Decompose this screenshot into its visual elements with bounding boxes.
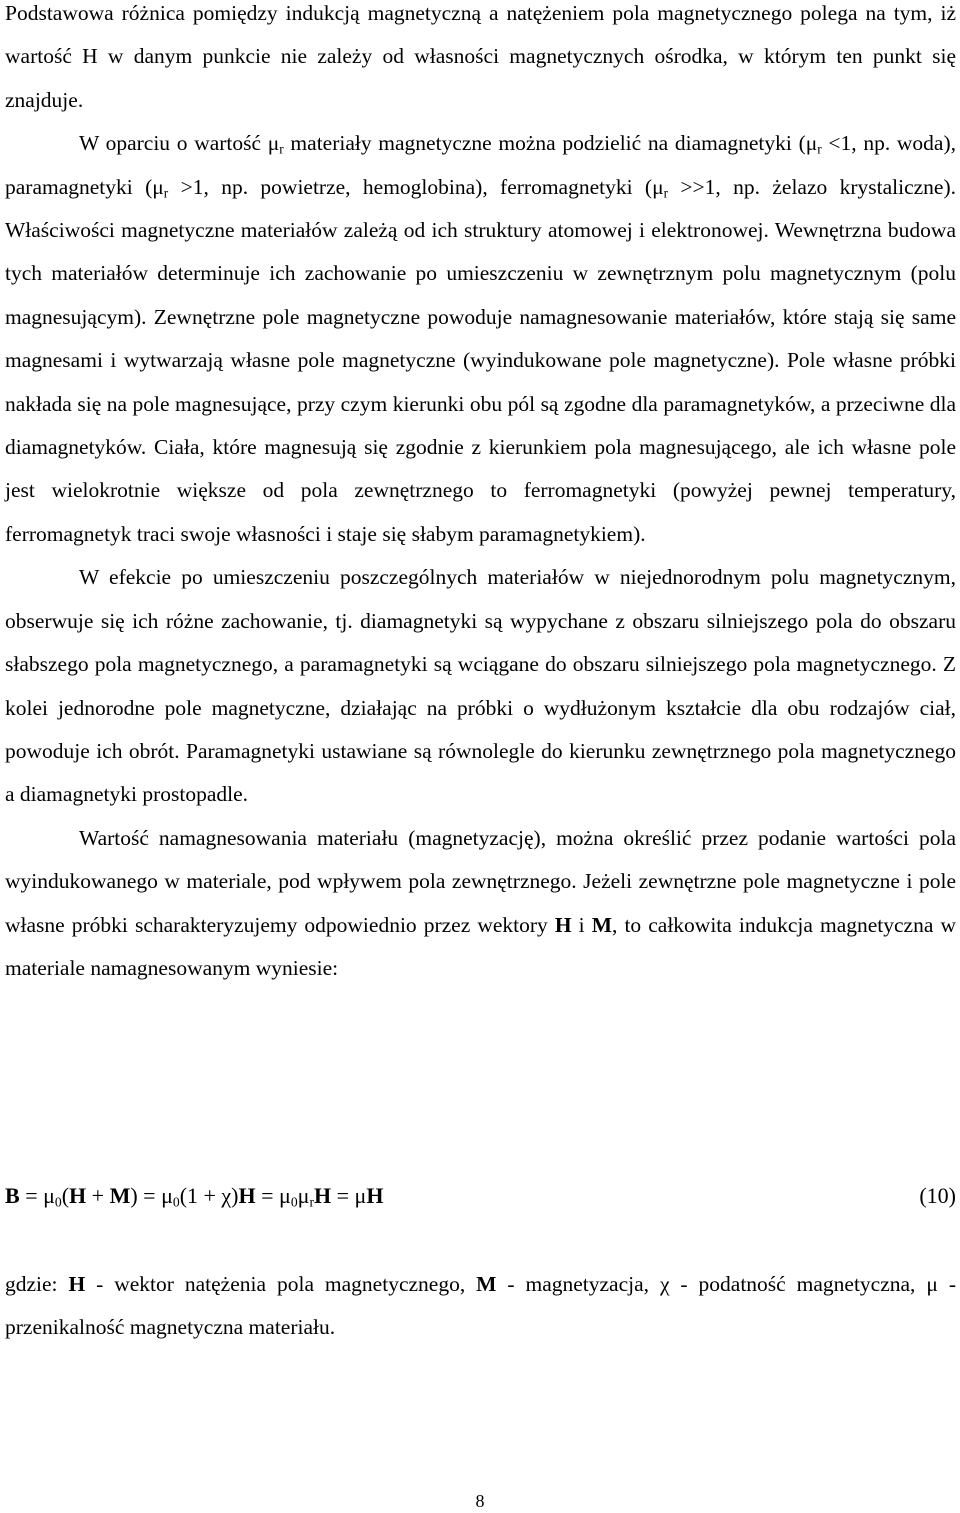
text-run: = μ (255, 1183, 291, 1208)
text-run: = μ (19, 1183, 55, 1208)
paragraph-2 (5, 122, 956, 556)
subscript: 0 (172, 1194, 180, 1210)
text-run: gdzie: (5, 1272, 69, 1296)
text-run: >1, np. powietrze, hemoglobina), ferromagnetyki (μ (168, 174, 664, 199)
paragraph-3 (5, 556, 956, 816)
subscript: r (817, 141, 822, 157)
paragraph-4 (5, 817, 956, 991)
text-run: i (571, 912, 592, 937)
bold-symbol: M (476, 1272, 497, 1296)
text-run: + (86, 1183, 110, 1208)
definitions-paragraph (5, 1263, 956, 1350)
bold-symbol: B (5, 1183, 20, 1208)
text-run: - wektor natężenia pola magnetycznego, (85, 1272, 477, 1296)
bold-symbol: H (314, 1183, 332, 1208)
text-run: Wartość namagnesowania materiału (magnetyzację), można określić przez podanie wartości pola wyindukowanego w materiale, pod wpływem pola zewnętrznego. Jeżeli zewnętrzne pole magnetyczne i pole własne próbki scharakteryzujemy odpowiednio przez wektory (5, 825, 956, 937)
text-run: , to całkowita indukcja magnetyczna w materiale namagnesowanym wyniesie: (5, 912, 956, 980)
bold-symbol: H (68, 1272, 86, 1296)
bold-symbol: H (366, 1183, 384, 1208)
bold-symbol: H (238, 1183, 256, 1208)
body-text (5, 0, 956, 990)
subscript: r (163, 184, 169, 200)
bold-symbol: M (591, 912, 612, 937)
equation-10 (5, 1178, 956, 1214)
paragraph-1 (5, 0, 956, 122)
text-run: materiały magnetyczne można podzielić na diamagnetyki (μ (283, 131, 818, 156)
text-run: = μ (331, 1183, 367, 1208)
text-run: μ (297, 1183, 310, 1208)
subscript: 0 (54, 1194, 62, 1210)
subscript: 0 (290, 1194, 298, 1210)
text-run: W efekcie po umieszczeniu poszczególnych materiałów w niejednorodnym polu magnetycznym, obserwuje się ich różne zachowanie, tj. diamagnetyki są wypychane z obszaru silniejszego pola do obszaru słabszego pola magnetycznego, a paramagnetyki są wciągane do obszaru silniejszego pola magnetycznego. Z kolei jednorodne pole magnetyczne, działając na próbki o wydłużonym kształcie dla obu rodzajów ciał, powoduje ich obrót. Paramagnetyki ustawiane są równolegle do kierunku zewnętrznego pola magnetycznego a diamagnetyki prostopadle. (5, 565, 956, 807)
subscript: r (279, 141, 284, 157)
subscript: r (309, 1194, 314, 1210)
text-run: ) = μ (130, 1183, 173, 1208)
text-run: <1, np. woda), paramagnetyki (μ (5, 131, 957, 199)
text-run: (1 + χ) (179, 1183, 239, 1208)
text-run: W oparciu o wartość μ (79, 131, 280, 156)
bold-symbol: H (69, 1183, 87, 1208)
bold-symbol: H (554, 912, 572, 937)
text-run: >>1, np. żelazo krystaliczne). Właściwości magnetyczne materiałów zależą od ich struktury atomowej i elektronowej. Wewnętrzna budowa tych materiałów determinuje ich zachowanie po umieszczeniu w zewnętrznym polu magnetycznym (polu magnesującym). Zewnętrzne pole magnetyczne powoduje namagnesowanie materiałów, które stają się same magnesami i wytwarzają własne pole magnetyczne (wyindukowane pole magnetyczne). Pole własne próbki nakłada się na pole magnesujące, przy czym kierunki obu pól są zgodne dla paramagnetyków, a przeciwne dla diamagnetyków. Ciała, które magnesują się zgodnie z kierunkiem pola magnesującego, ale ich własne pole jest wielokrotnie większe od pola zewnętrznego to ferromagnetyki (powyżej pewnej temperatury, ferromagnetyk traci swoje własności i staje się słabym paramagnetykiem). (5, 174, 957, 546)
bold-symbol: M (109, 1183, 131, 1208)
text-run: - magnetyzacja, χ - podatność magnetyczna, μ - przenikalność magnetyczna materiału. (5, 1272, 956, 1340)
subscript: r (663, 184, 669, 200)
text-run: ( (61, 1183, 70, 1208)
text-run: Podstawowa różnica pomiędzy indukcją magnetyczną a natężeniem pola magnetycznego polega na tym, iż wartość H w danym punkcie nie zależy od własności magnetycznych ośrodka, w którym ten punkt się znajduje. (5, 1, 956, 112)
equation-formula (5, 1178, 383, 1214)
page-number: 8 (475, 1491, 485, 1511)
equation-number: (10) (919, 1183, 956, 1208)
